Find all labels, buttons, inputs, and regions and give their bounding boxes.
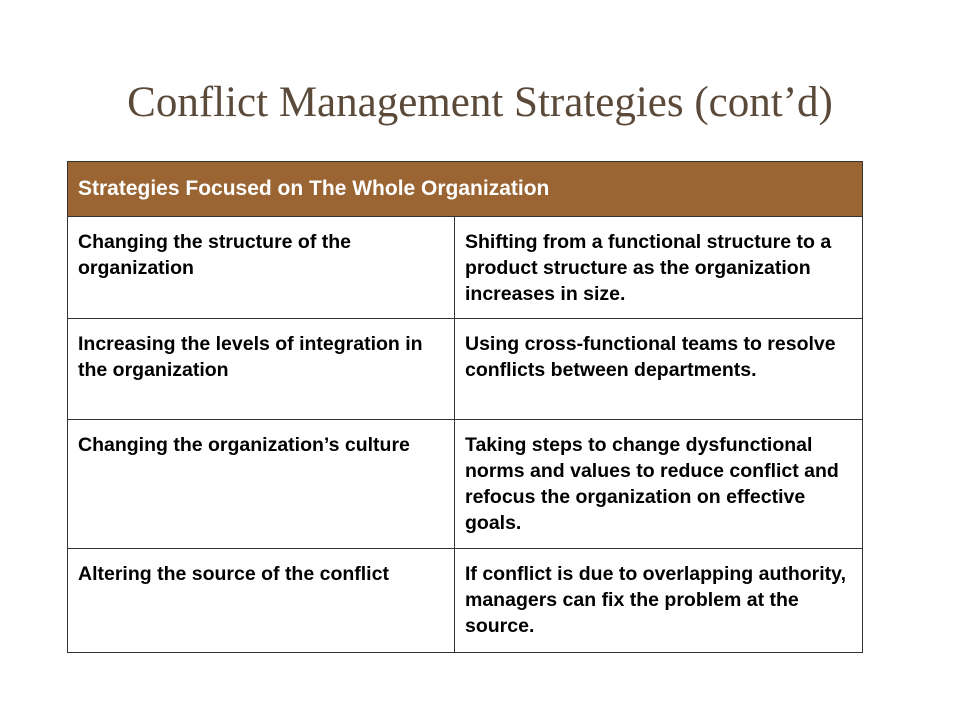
description-cell: Shifting from a functional structure to a product structure as the organization increases in size. bbox=[455, 217, 863, 319]
description-cell: Taking steps to change dysfunctional norms and values to reduce conflict and refocus the organization on effective goals. bbox=[455, 420, 863, 549]
strategy-cell: Increasing the levels of integration in the organization bbox=[68, 319, 455, 420]
strategy-cell: Altering the source of the conflict bbox=[68, 549, 455, 653]
table-header-row bbox=[68, 162, 863, 217]
table-header: Strategies Focused on The Whole Organization bbox=[68, 162, 863, 217]
strategy-cell: Changing the organization’s culture bbox=[68, 420, 455, 549]
strategy-cell: Changing the structure of the organization bbox=[68, 217, 455, 319]
table-row bbox=[68, 549, 863, 653]
description-cell: Using cross-functional teams to resolve conflicts between departments. bbox=[455, 319, 863, 420]
slide-title: Conflict Management Strategies (cont’d) bbox=[127, 79, 833, 126]
table-row bbox=[68, 420, 863, 549]
table-row bbox=[68, 217, 863, 319]
description-cell: If conflict is due to overlapping authority, managers can fix the problem at the source. bbox=[455, 549, 863, 653]
strategies-table bbox=[67, 161, 863, 653]
table-row bbox=[68, 319, 863, 420]
